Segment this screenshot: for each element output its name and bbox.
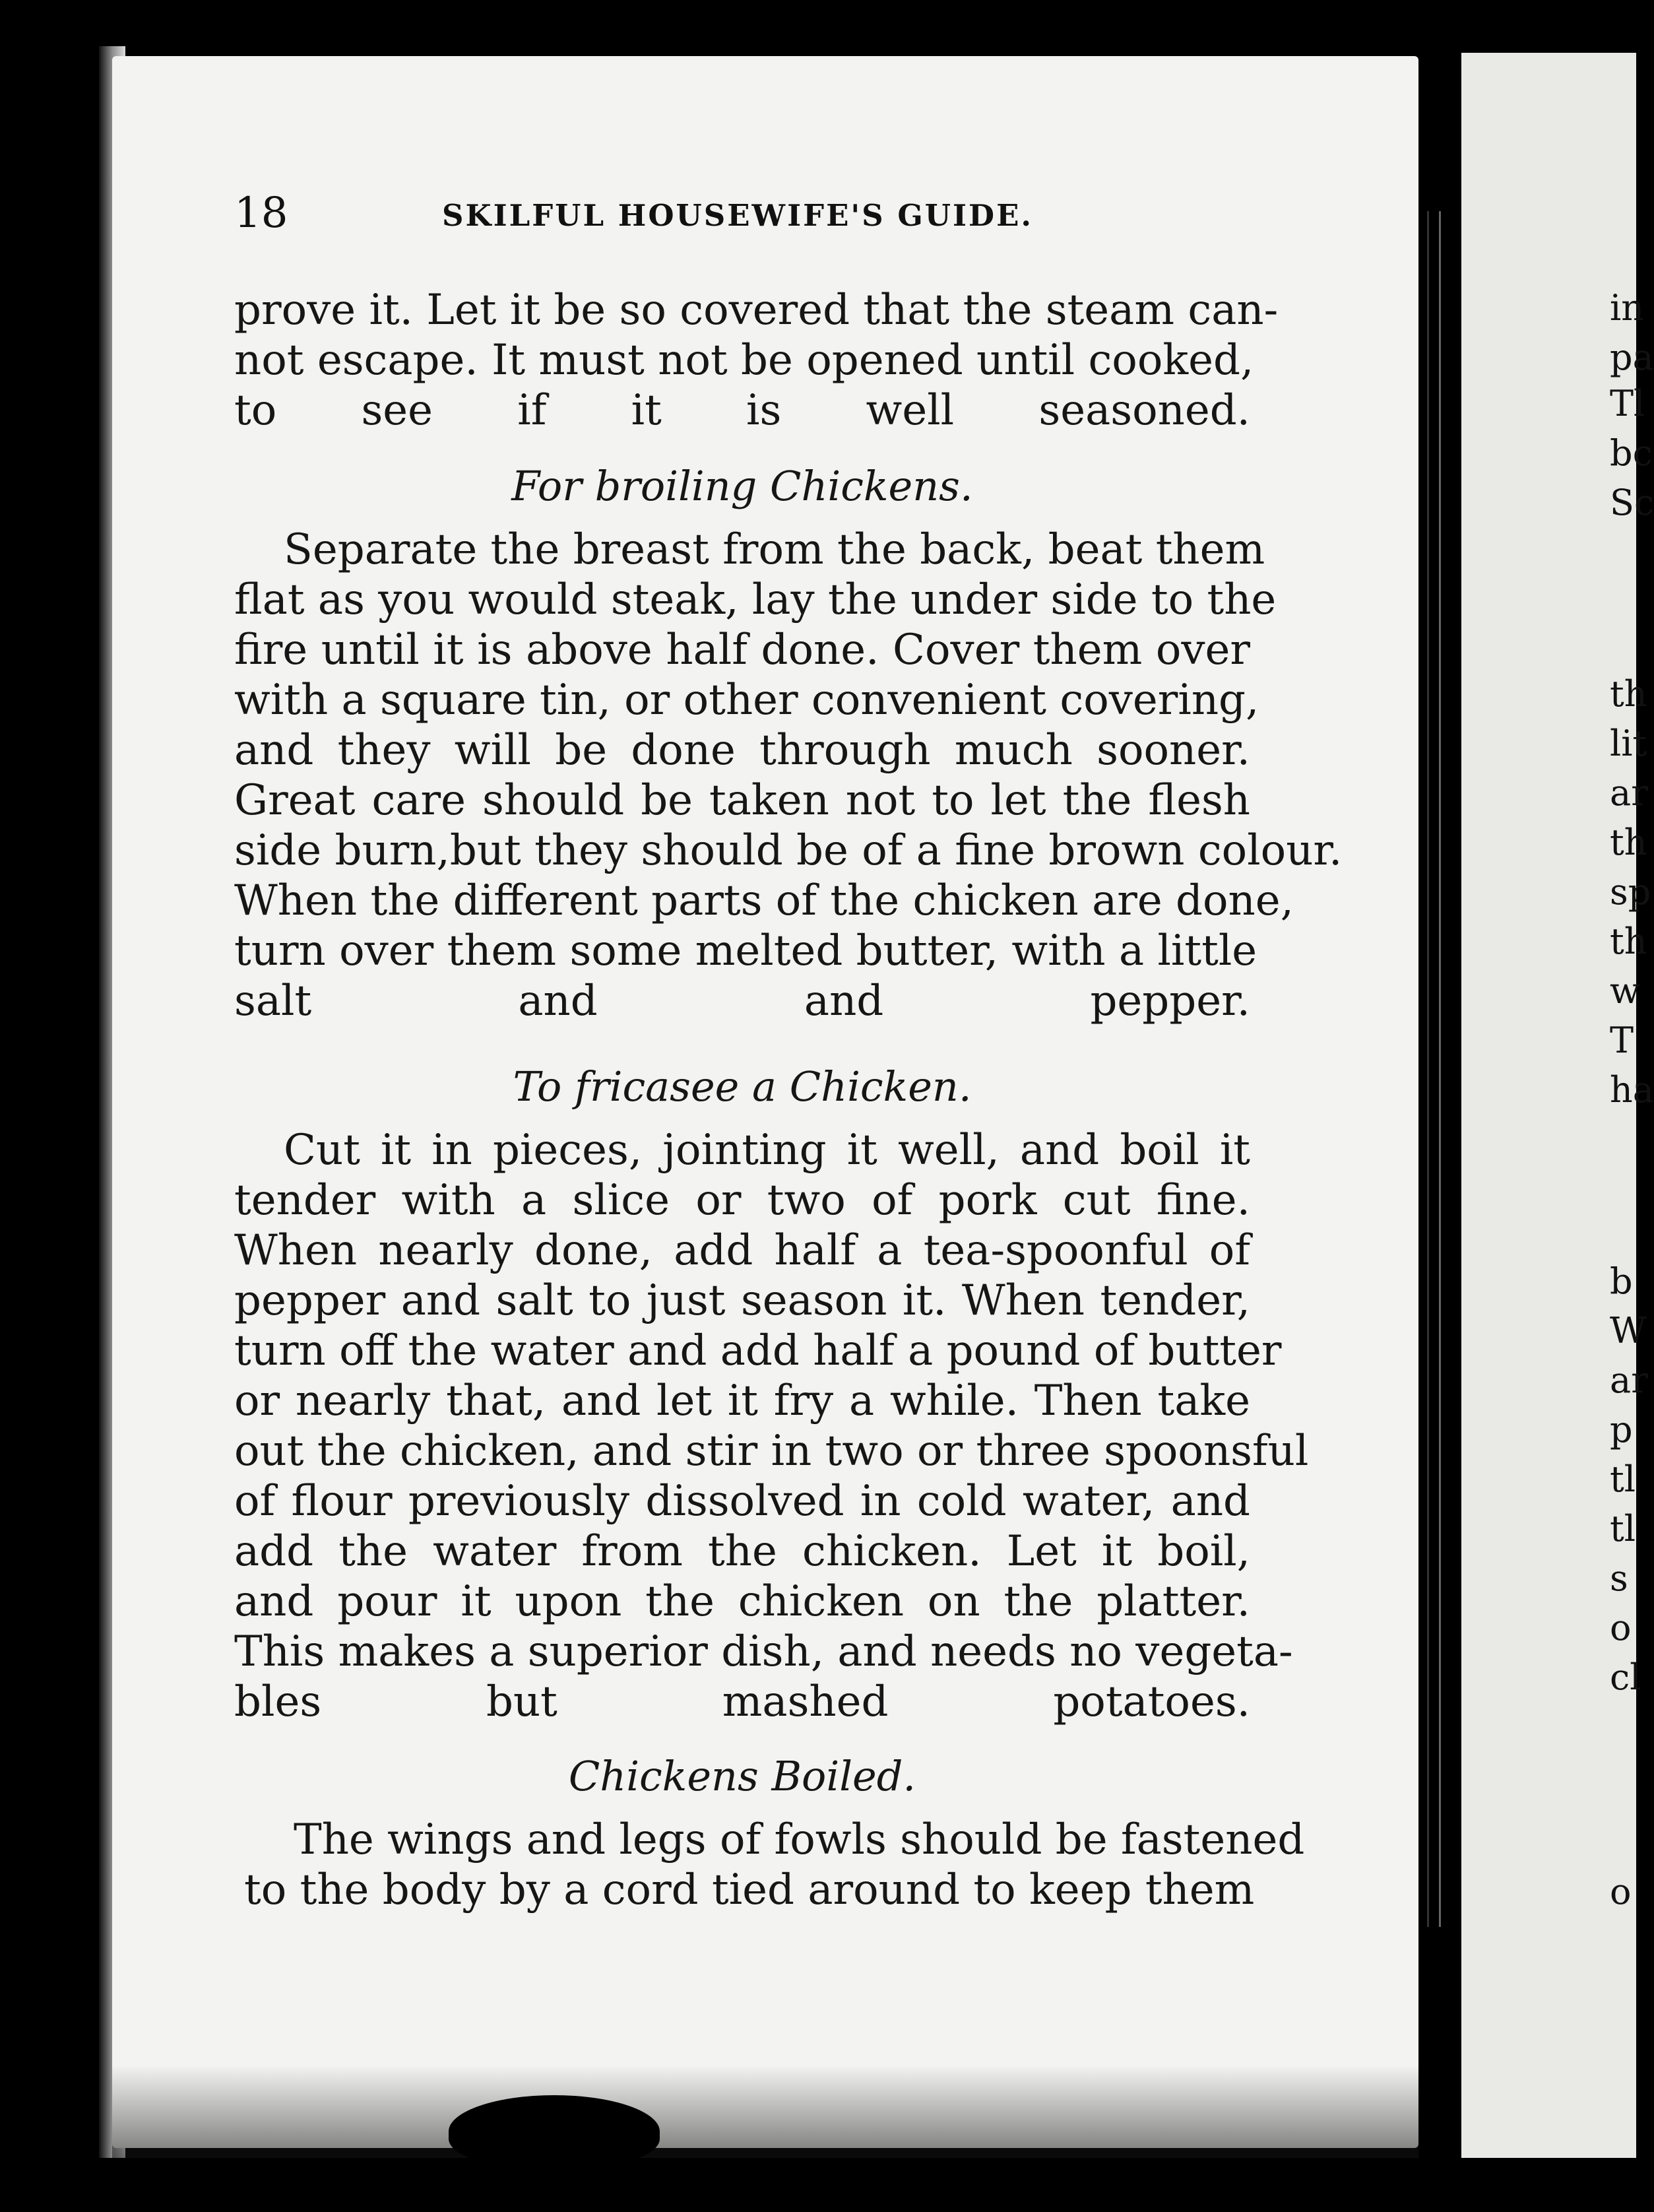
section-heading: For broiling Chickens. (511, 462, 973, 510)
facing-page-fragment: w (1610, 970, 1641, 1012)
text-line: flat as you would steak, lay the under side to the (234, 575, 1277, 624)
facing-page-fragment: th (1610, 921, 1647, 962)
paragraph-intro (234, 285, 1279, 436)
text-line: When nearly done, add half a tea-spoonful of (234, 1226, 1250, 1275)
text-line: salt and and pepper. (234, 977, 1250, 1025)
text-line: of flour previously dissolved in cold water, and (234, 1477, 1250, 1526)
paragraph-fricasee (234, 1125, 1309, 1727)
facing-page-fragment: s (1610, 1557, 1628, 1599)
facing-page-fragment: pa (1610, 337, 1654, 378)
facing-page-fragment: Tl (1610, 383, 1645, 424)
text-line: turn over them some melted butter, with a little (234, 927, 1257, 975)
text-line: add the water from the chicken. Let it boil, (234, 1527, 1250, 1576)
text-line: Great care should be taken not to let the flesh (234, 776, 1250, 825)
facing-page-fragment: tl (1610, 1508, 1636, 1549)
facing-page-fragment: th (1610, 673, 1647, 715)
facing-page-fragment: T (1610, 1020, 1634, 1061)
text-line: This makes a superior dish, and needs no vegeta- (234, 1627, 1293, 1676)
running-head: SKILFUL HOUSEWIFE'S GUIDE. (442, 198, 1034, 233)
text-line: tender with a slice or two of pork cut fine. (234, 1176, 1250, 1225)
paragraph-boiled (244, 1815, 1305, 1915)
page-header (234, 189, 1290, 238)
text-line: or nearly that, and let it fry a while. Then take (234, 1377, 1250, 1425)
text-line: fire until it is above half done. Cover them over (234, 626, 1250, 674)
facing-page-fragment: W (1610, 1310, 1647, 1351)
facing-page-fragment: Sc (1610, 482, 1654, 523)
text-line: not escape. It must not be opened until cooked, (234, 336, 1254, 385)
section-heading: To fricasee a Chicken. (513, 1062, 972, 1111)
facing-page-fragment: sp (1610, 871, 1651, 913)
paragraph-broiling (234, 525, 1343, 1026)
text-line: and pour it upon the chicken on the platter. (234, 1577, 1250, 1626)
facing-page-fragment: ar (1610, 1359, 1649, 1401)
text-line: Cut it in pieces, jointing it well, and boil it (284, 1126, 1250, 1175)
text-line: pepper and salt to just season it. When tender, (234, 1276, 1250, 1325)
facing-page-fragment: ha (1610, 1069, 1654, 1111)
facing-page-fragment: o (1610, 1871, 1632, 1912)
text-line: bles but mashed potatoes. (234, 1677, 1250, 1726)
text-line: prove it. Let it be so covered that the steam can- (234, 286, 1279, 335)
text-line: out the chicken, and stir in two or three spoonsful (234, 1427, 1309, 1476)
page-gutter (1415, 211, 1455, 1927)
text-line: When the different parts of the chicken are done, (234, 876, 1294, 925)
facing-page-fragment: o (1610, 1607, 1632, 1648)
section-heading: Chickens Boiled. (568, 1752, 916, 1800)
facing-page-fragment: p (1610, 1409, 1633, 1450)
text-line: The wings and legs of fowls should be fastened (294, 1815, 1305, 1864)
text-line: and they will be done through much sooner. (234, 726, 1250, 775)
facing-page-fragment: b (1610, 1260, 1633, 1302)
facing-page-fragment: in (1610, 287, 1645, 329)
text-line: to the body by a cord tied around to keep them (244, 1866, 1255, 1914)
facing-page-fragment: th (1610, 822, 1647, 863)
text-line: with a square tin, or other convenient covering, (234, 676, 1259, 725)
facing-page-fragment: cl (1610, 1656, 1641, 1698)
page-bottom-shadow (112, 2066, 1418, 2158)
text-line: to see if it is well seasoned. (234, 386, 1250, 435)
text-line: turn off the water and add half a pound of butter (234, 1326, 1282, 1375)
facing-page-fragment: ar (1610, 772, 1649, 814)
facing-page-fragment: tl (1610, 1458, 1636, 1500)
facing-page (1461, 53, 1654, 2158)
facing-page-fragment: lit (1610, 723, 1647, 764)
ink-blot (449, 2095, 660, 2168)
page-number: 18 (234, 189, 288, 238)
facing-page-fragment: bc (1610, 432, 1653, 474)
text-line: side burn,but they should be of a fine brown colour. (234, 826, 1343, 875)
text-line: Separate the breast from the back, beat them (284, 525, 1265, 574)
